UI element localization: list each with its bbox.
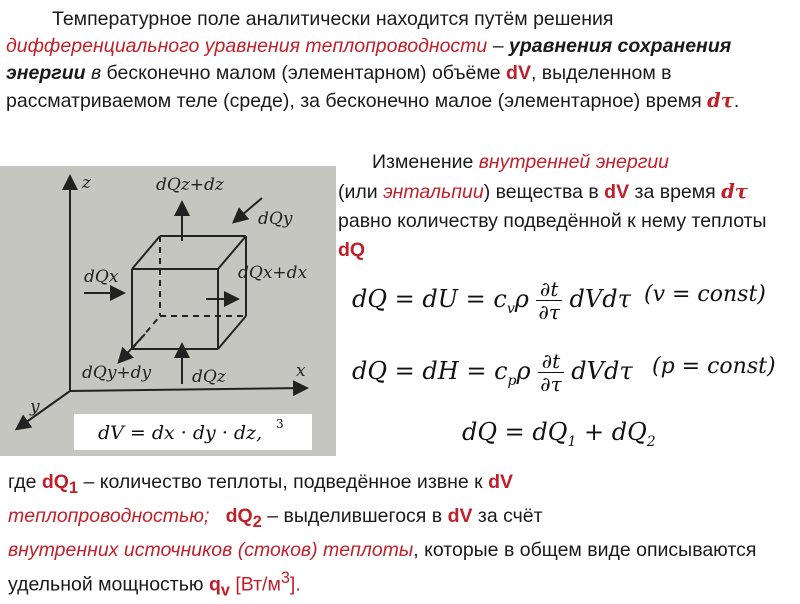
eq1-rho: ρ [514,285,529,313]
eq2-rho: ρ [516,357,531,385]
eq1-left: dQ = dU = c [352,285,507,313]
where-dq1: dQ [41,471,69,493]
change-dv: dV [604,181,630,203]
intro-text-3: , выделенном в рассматриваемом теле (среде), за бесконечно малое (элементарное) время [6,62,708,112]
intro-in: в [85,62,107,84]
elementary-volume-drawing [0,166,336,456]
eq1-condition: (v = const) [644,282,766,307]
eq3-part-b: + dQ [576,418,647,446]
label-dqx: dQx [84,267,119,287]
energy-change-paragraph [338,148,798,265]
change-text-5: равно количеству подведённой к нему теплоты [338,210,767,232]
where-qv-sub: v [220,581,230,600]
change-dtau: dτ [721,180,748,203]
elementary-volume-figure [0,166,336,456]
where-dq2: dQ [225,504,253,527]
where-qv: q [208,573,221,596]
eq2-numerator: ∂t [538,350,563,373]
change-text-3: ) вещества в [483,181,605,203]
label-dqy-dy: dQy+dy [82,363,152,383]
where-text-3: – выделившегося в [261,504,448,527]
label-axis-x: x [296,361,306,381]
change-term-internal-energy: внутренней энергии [478,151,670,173]
equation-constant-pressure [352,344,792,404]
intro-dash: – [487,35,509,57]
dv-unit-superscript: 3 [276,417,284,431]
intro-dtau: dτ [707,89,734,112]
where-gap [209,505,225,527]
change-term-enthalpy: энтальпии [383,181,484,203]
where-unit-sup: 3 [280,568,290,587]
where-paragraph [8,468,796,604]
eq1-sub: v [506,300,515,317]
where-text-2: – количество теплоты, подведённое извне к [78,471,489,493]
label-dqz: dQz [192,367,226,387]
eq2-denominator: ∂τ [540,372,562,396]
where-dq2-sub: 2 [252,512,262,531]
dv-formula: dV = dx · dy · dz, [98,422,263,444]
equation-constant-volume [352,272,792,332]
where-unit-open: [Вт/м [229,573,281,596]
where-unit-close: ]. [289,573,301,596]
where-text-4: за счёт [472,504,543,527]
equation-heat-sum [462,418,662,458]
eq2-condition: (p = const) [652,354,776,379]
change-text-1: Изменение [372,151,479,173]
change-text-2: (или [338,181,384,203]
eq3-part-a-sub: 1 [567,433,577,450]
where-term-internal-sources: внутренних источников (стоков) теплоты [8,538,414,561]
intro-term-energy-conservation: уравнения сохранения энергии [6,35,732,84]
label-dqx-dx: dQx+dx [238,263,308,283]
y-axis [18,391,70,428]
label-axis-y: y [30,397,40,417]
where-dq1-sub: 1 [68,478,79,497]
eq1-fraction [536,278,561,323]
eq3-part-a: dQ = dQ [462,418,568,446]
label-dqz-dz: dQz+dz [156,175,224,195]
eq2-left: dQ = dH = c [352,357,508,385]
label-axis-z: z [82,173,91,193]
where-text-1: где [8,471,42,493]
change-text-4: за время [629,181,722,203]
eq1-tail: dVdτ [569,285,631,313]
intro-period: . [733,90,740,112]
where-text-5: , которые в общем виде описываются удельной мощностью [8,538,757,596]
where-term-conduction: теплопроводностью; [8,504,210,527]
intro-paragraph [6,6,796,115]
cube [132,236,246,349]
eq2-fraction [538,350,563,395]
where-dv-1: dV [488,471,514,493]
eq2-tail: dVdτ [571,357,633,385]
intro-term-heat-equation: дифференциального уравнения теплопроводности [6,35,488,57]
eq1-denominator: ∂τ [538,300,560,324]
intro-dv: dV [506,62,531,84]
change-dq: dQ [338,239,366,261]
eq2-sub: p [507,372,517,389]
intro-text-1: Температурное поле аналитически находится путём решения [52,8,614,30]
x-axis [70,388,305,391]
eq3-part-b-sub: 2 [646,433,656,450]
label-dqy: dQy [258,209,293,229]
intro-text-2: бесконечно малом (элементарном) объёме [106,62,507,84]
eq1-numerator: ∂t [536,278,561,301]
where-dv-2: dV [447,504,473,527]
